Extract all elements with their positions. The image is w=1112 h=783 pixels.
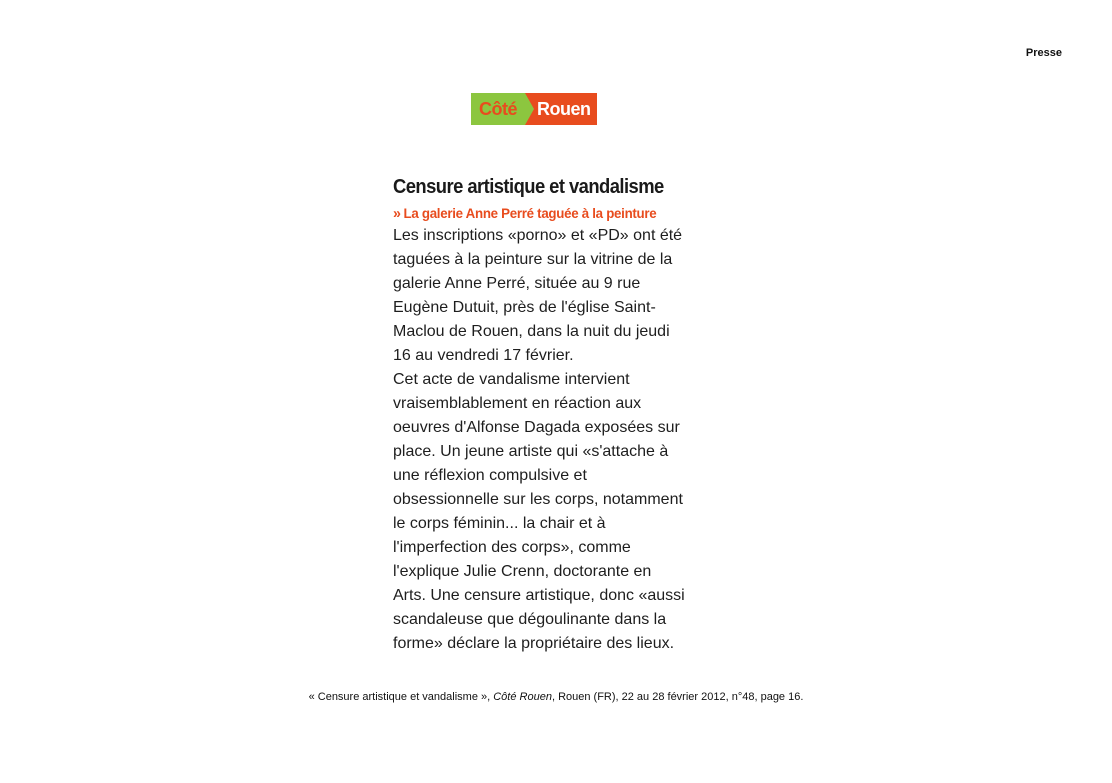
citation-details: , Rouen (FR), 22 au 28 février 2012, n°48, page 16. [551, 691, 804, 703]
logo-arrow-icon [525, 93, 534, 125]
body-line: place. Un jeune artiste qui «s'attache à [393, 443, 669, 460]
body-line: l'explique Julie Crenn, doctorante en [393, 563, 652, 580]
body-line: Cet acte de vandalisme intervient [393, 371, 630, 388]
body-line: l'imperfection des corps», comme [393, 539, 631, 556]
article-subheadline [393, 202, 721, 224]
subheadline-text: La galerie Anne Perré taguée à la peinture [403, 205, 657, 221]
double-chevron-icon: » [393, 205, 401, 222]
body-line: le corps féminin... la chair et à [393, 515, 606, 532]
logo-part-cote: Côté [471, 93, 525, 125]
body-line: obsessionnelle sur les corps, notamment [393, 491, 683, 508]
body-line: Eugène Dutuit, près de l'église Saint- [393, 299, 656, 316]
body-line: oeuvres d'Alfonse Dagada exposées sur [393, 419, 680, 436]
body-line: une réflexion compulsive et [393, 467, 587, 484]
cote-rouen-logo [471, 93, 597, 125]
body-line: 16 au vendredi 17 février. [393, 347, 574, 364]
article-body [393, 224, 738, 656]
press-clipping [393, 172, 738, 656]
citation-publication: Côté Rouen [493, 691, 552, 703]
body-line: forme» déclare la propriétaire des lieux. [393, 635, 675, 652]
article-headline: Censure artistique et vandalisme [393, 176, 664, 198]
body-line: Arts. Une censure artistique, donc «aussi [393, 587, 685, 604]
body-line: galerie Anne Perré, située au 9 rue [393, 275, 641, 292]
body-line: Les inscriptions «porno» et «PD» ont été [393, 227, 683, 244]
section-label: Presse [1025, 47, 1062, 59]
body-line: scandaleuse que dégoulinante dans la [393, 611, 667, 628]
body-line: vraisemblablement en réaction aux [393, 395, 642, 412]
citation-title: « Censure artistique et vandalisme », [308, 691, 494, 703]
body-line: taguées à la peinture sur la vitrine de la [393, 251, 673, 268]
source-citation [0, 691, 1112, 703]
logo-part-rouen: Rouen [534, 93, 597, 125]
body-line: Maclou de Rouen, dans la nuit du jeudi [393, 323, 670, 340]
